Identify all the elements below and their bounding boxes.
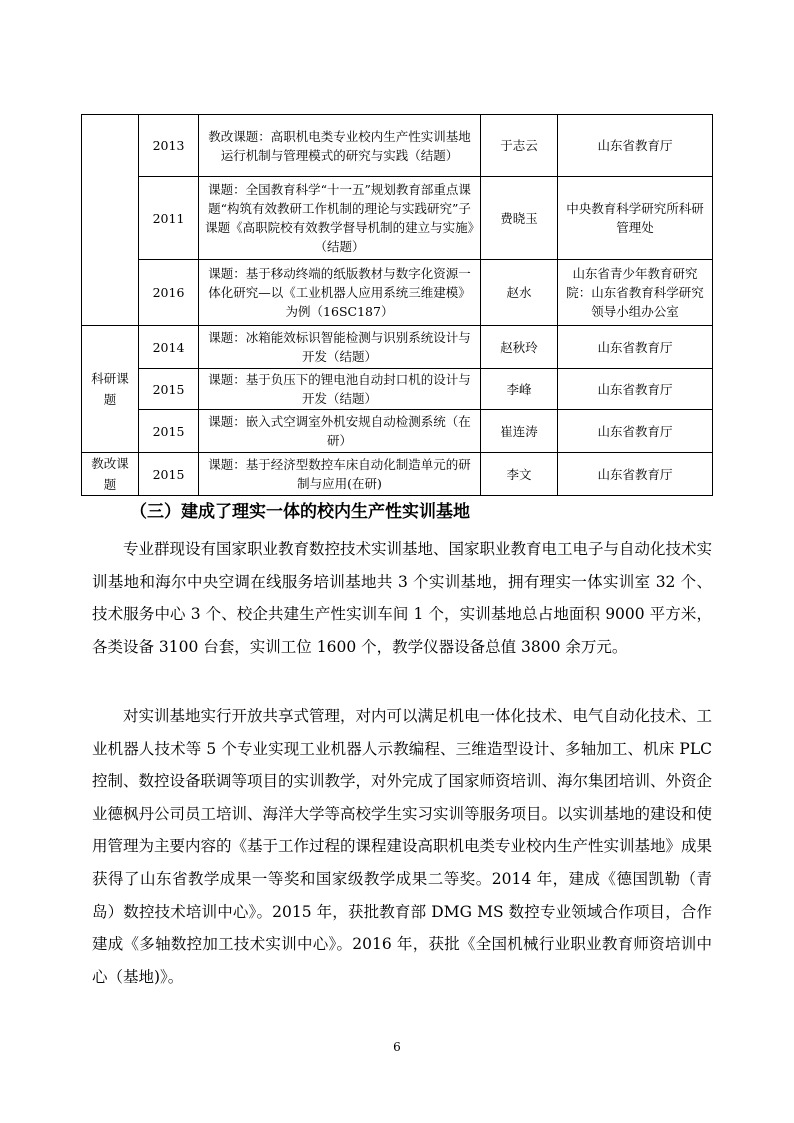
table-row	[82, 369, 713, 410]
page-number: 6	[393, 1040, 401, 1054]
unit-cell: 山东省教育厅	[558, 369, 713, 410]
year-cell: 2015	[139, 369, 199, 410]
person-cell: 崔连涛	[481, 410, 558, 453]
title-cell: 课题：基于移动终端的纸版教材与数字化资源一体化研究—以《工业机器人应用系统三维建模》为例（16SC187）	[199, 260, 481, 326]
title-cell: 课题：基于负压下的锂电池自动封口机的设计与开发（结题）	[199, 369, 481, 410]
paragraph	[92, 533, 712, 663]
unit-cell: 山东省教育厅	[558, 115, 713, 177]
category-cell	[82, 115, 139, 326]
year-cell: 2014	[139, 326, 199, 369]
title-cell: 课题：嵌入式空调室外机安规自动检测系统（在研）	[199, 410, 481, 453]
unit-cell: 山东省青少年教育研究院：山东省教育科学研究领导小组办公室	[558, 260, 713, 326]
person-cell: 赵秋玲	[481, 326, 558, 369]
paragraph-text: 专业群现设有国家职业教育数控技术实训基地、国家职业教育电工电子与自动化技术实训基地和海尔中央空调在线服务培训基地共 3 个实训基地，拥有理实一体实训室 32 个、技术服务中心 3 个、校企共建生产性实训车间 1 个，实训基地总占地面积 9000 平方米，各类设备 3100 台套，实训工位 1600 个，教学仪器设备总值 3800 余万元。	[92, 540, 713, 656]
section-heading: （三）建成了理实一体的校内生产性实训基地	[130, 502, 470, 522]
title-cell: 教改课题：高职机电类专业校内生产性实训基地运行机制与管理模式的研究与实践（结题）	[199, 115, 481, 177]
paragraph-text: 对实训基地实行开放共享式管理，对内可以满足机电一体化技术、电气自动化技术、工业机器人技术等 5 个专业实现工业机器人示教编程、三维造型设计、多轴加工、机床 PLC 控制、数控设备联调等项目的实训教学，对外完成了国家师资培训、海尔集团培训、外资企业德枫丹公司员工培训、海洋大学等高校学生实习实训等服务项目。以实训基地的建设和使用管理为主要内容的《基于工作过程的课程建设高职机电类专业校内生产性实训基地》成果获得了山东省教学成果一等奖和国家级教学成果二等奖。2014 年，建成《德国凯勒（青岛）数控技术培训中心》。2015 年，获批教育部 DMG MS 数控专业领域合作项目，合作建成《多轴数控加工技术实训中心》。2016 年，获批《全国机械行业职业教育师资培训中心（基地)》。	[92, 707, 713, 986]
table-row	[82, 115, 713, 177]
person-cell: 李文	[481, 453, 558, 496]
unit-cell: 山东省教育厅	[558, 326, 713, 369]
person-cell: 赵水	[481, 260, 558, 326]
unit-cell: 山东省教育厅	[558, 453, 713, 496]
category-cell: 教改课题	[82, 453, 139, 496]
year-cell: 2015	[139, 453, 199, 496]
projects-table	[81, 114, 713, 496]
paragraph	[92, 700, 712, 993]
unit-cell: 中央教育科学研究所科研管理处	[558, 177, 713, 260]
table-row	[82, 410, 713, 453]
person-cell: 费晓玉	[481, 177, 558, 260]
year-cell: 2013	[139, 115, 199, 177]
table-row	[82, 453, 713, 496]
year-cell: 2015	[139, 410, 199, 453]
title-cell: 课题：冰箱能效标识智能检测与识别系统设计与开发（结题）	[199, 326, 481, 369]
table-row	[82, 326, 713, 369]
person-cell: 于志云	[481, 115, 558, 177]
unit-cell: 山东省教育厅	[558, 410, 713, 453]
year-cell: 2016	[139, 260, 199, 326]
category-cell: 科研课题	[82, 326, 139, 453]
table-row	[82, 260, 713, 326]
title-cell: 课题：全国教育科学“十一五”规划教育部重点课题“构筑有效教研工作机制的理论与实践研究”子课题《高职院校有效教学督导机制的建立与实施》（结题）	[199, 177, 481, 260]
year-cell: 2011	[139, 177, 199, 260]
person-cell: 李峰	[481, 369, 558, 410]
title-cell: 课题：基于经济型数控车床自动化制造单元的研制与应用(在研)	[199, 453, 481, 496]
table-row	[82, 177, 713, 260]
